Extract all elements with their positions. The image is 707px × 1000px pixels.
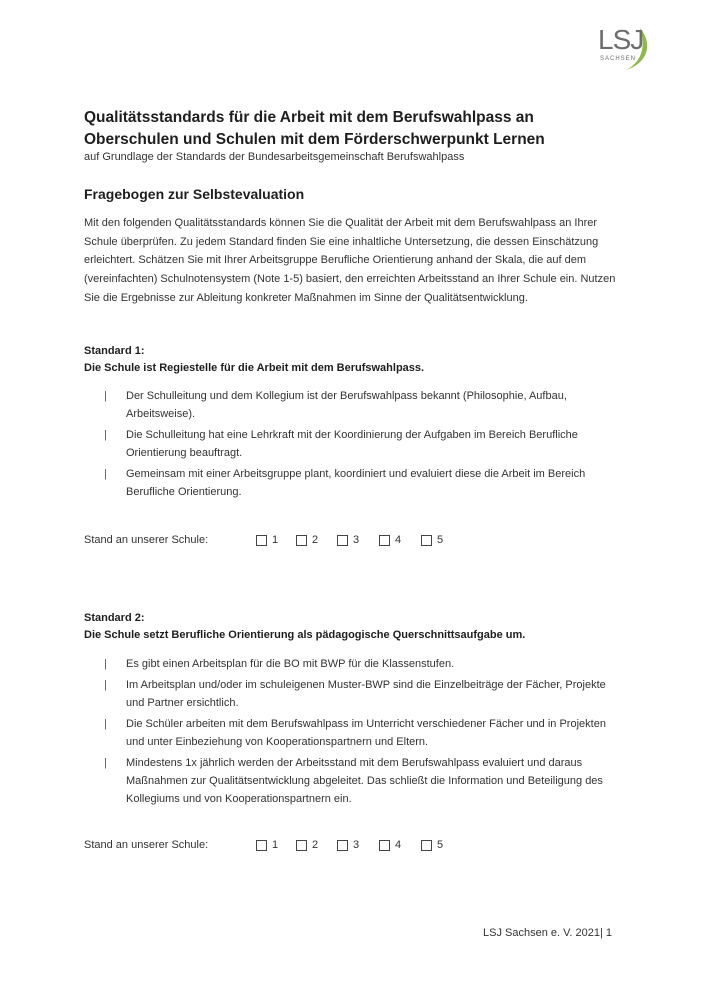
bullet-bar-icon: | — [104, 429, 107, 441]
rating-option-1[interactable]: 1 — [256, 839, 278, 851]
rating-option-2[interactable]: 2 — [296, 534, 318, 546]
standard-1-title: Die Schule ist Regiestelle für die Arbeit mit dem Berufswahlpass. — [84, 362, 425, 374]
checkbox-icon[interactable] — [296, 535, 307, 546]
standard-1-rating — [84, 534, 584, 550]
list-item: | Es gibt einen Arbeitsplan für die BO mit BWP für die Klassenstufen. — [104, 655, 624, 673]
rating-option-5[interactable]: 5 — [421, 839, 443, 851]
checkbox-icon[interactable] — [337, 840, 348, 851]
checkbox-icon[interactable] — [379, 535, 390, 546]
bullet-bar-icon: | — [104, 468, 107, 480]
title-line-1: Qualitätsstandards für die Arbeit mit dem Berufswahlpass an — [84, 109, 534, 126]
standard-1-items — [104, 387, 624, 504]
lsj-logo — [592, 24, 652, 72]
logo-subtext: SACHSEN — [600, 56, 637, 62]
section-title: Fragebogen zur Selbstevaluation — [84, 186, 305, 202]
rating-label: Stand an unserer Schule: — [84, 839, 209, 851]
list-item: | Die Schulleitung hat eine Lehrkraft mit der Koordinierung der Aufgaben im Bereich Berufliche Orientierung beauftragt. — [104, 426, 624, 462]
document-title — [84, 107, 644, 151]
list-item: | Die Schüler arbeiten mit dem Berufswahlpass im Unterricht verschiedener Fächer und in Projekten und unter Einbeziehung von Kooperationspartnern und Eltern. — [104, 715, 624, 751]
document-subtitle: auf Grundlage der Standards der Bundesarbeitsgemeinschaft Berufswahlpass — [84, 151, 465, 163]
rating-option-5[interactable]: 5 — [421, 534, 443, 546]
checkbox-icon[interactable] — [296, 840, 307, 851]
rating-option-3[interactable]: 3 — [337, 534, 359, 546]
list-item: | Mindestens 1x jährlich werden der Arbeitsstand mit dem Berufswahlpass evaluiert und daraus Maßnahmen zur Qualitätsentwicklung abgeleitet. Das schließt die Information und Beteiligung des Kollegiums und von Kooperationspartnern ein. — [104, 754, 624, 808]
checkbox-icon[interactable] — [421, 840, 432, 851]
intro-paragraph: Mit den folgenden Qualitätsstandards können Sie die Qualität der Arbeit mit dem Berufswahlpass an Ihrer Schule überprüfen. Zu jedem Standard finden Sie eine inhaltliche Untersetzung, die dessen Einschätzung erleichtert. Schätzen Sie mit Ihrer Arbeitsgruppe Berufliche Orientierung anhand der Skala, die auf dem (vereinfachten) Schulnotensystem (Note 1-5) basiert, den erreichten Arbeitsstand an Ihrer Schule ein. Nutzen Sie die Ergebnisse zur Ableitung konkreter Maßnahmen im Sinne der Qualitätsentwicklung. — [84, 217, 616, 304]
title-line-2: Oberschulen und Schulen mit dem Förderschwerpunkt Lernen — [84, 131, 545, 148]
list-item: | Der Schulleitung und dem Kollegium ist der Berufswahlpass bekannt (Philosophie, Aufbau, Arbeitsweise). — [104, 387, 624, 423]
checkbox-icon[interactable] — [421, 535, 432, 546]
bullet-bar-icon: | — [104, 757, 107, 769]
rating-option-1[interactable]: 1 — [256, 534, 278, 546]
standard-2-items — [104, 655, 624, 811]
logo-text: LSJ — [598, 24, 644, 55]
bullet-bar-icon: | — [104, 679, 107, 691]
rating-option-4[interactable]: 4 — [379, 839, 401, 851]
checkbox-icon[interactable] — [337, 535, 348, 546]
standard-1-number: Standard 1: — [84, 345, 145, 357]
list-item: | Gemeinsam mit einer Arbeitsgruppe plant, koordiniert und evaluiert diese die Arbeit im Bereich Berufliche Orientierung. — [104, 465, 624, 501]
list-item: | Im Arbeitsplan und/oder im schuleigenen Muster-BWP sind die Einzelbeiträge der Fächer, Projekte und Partner ersichtlich. — [104, 676, 624, 712]
standard-2-rating — [84, 839, 584, 855]
bullet-bar-icon: | — [104, 718, 107, 730]
checkbox-icon[interactable] — [256, 535, 267, 546]
checkbox-icon[interactable] — [379, 840, 390, 851]
rating-option-4[interactable]: 4 — [379, 534, 401, 546]
standard-2-number: Standard 2: — [84, 612, 145, 624]
checkbox-icon[interactable] — [256, 840, 267, 851]
rating-option-2[interactable]: 2 — [296, 839, 318, 851]
bullet-bar-icon: | — [104, 390, 107, 402]
rating-option-3[interactable]: 3 — [337, 839, 359, 851]
page-footer: LSJ Sachsen e. V. 2021| 1 — [483, 927, 613, 939]
standard-2-title: Die Schule setzt Berufliche Orientierung als pädagogische Querschnittsaufgabe um. — [84, 629, 526, 641]
rating-label: Stand an unserer Schule: — [84, 534, 209, 546]
bullet-bar-icon: | — [104, 658, 107, 670]
